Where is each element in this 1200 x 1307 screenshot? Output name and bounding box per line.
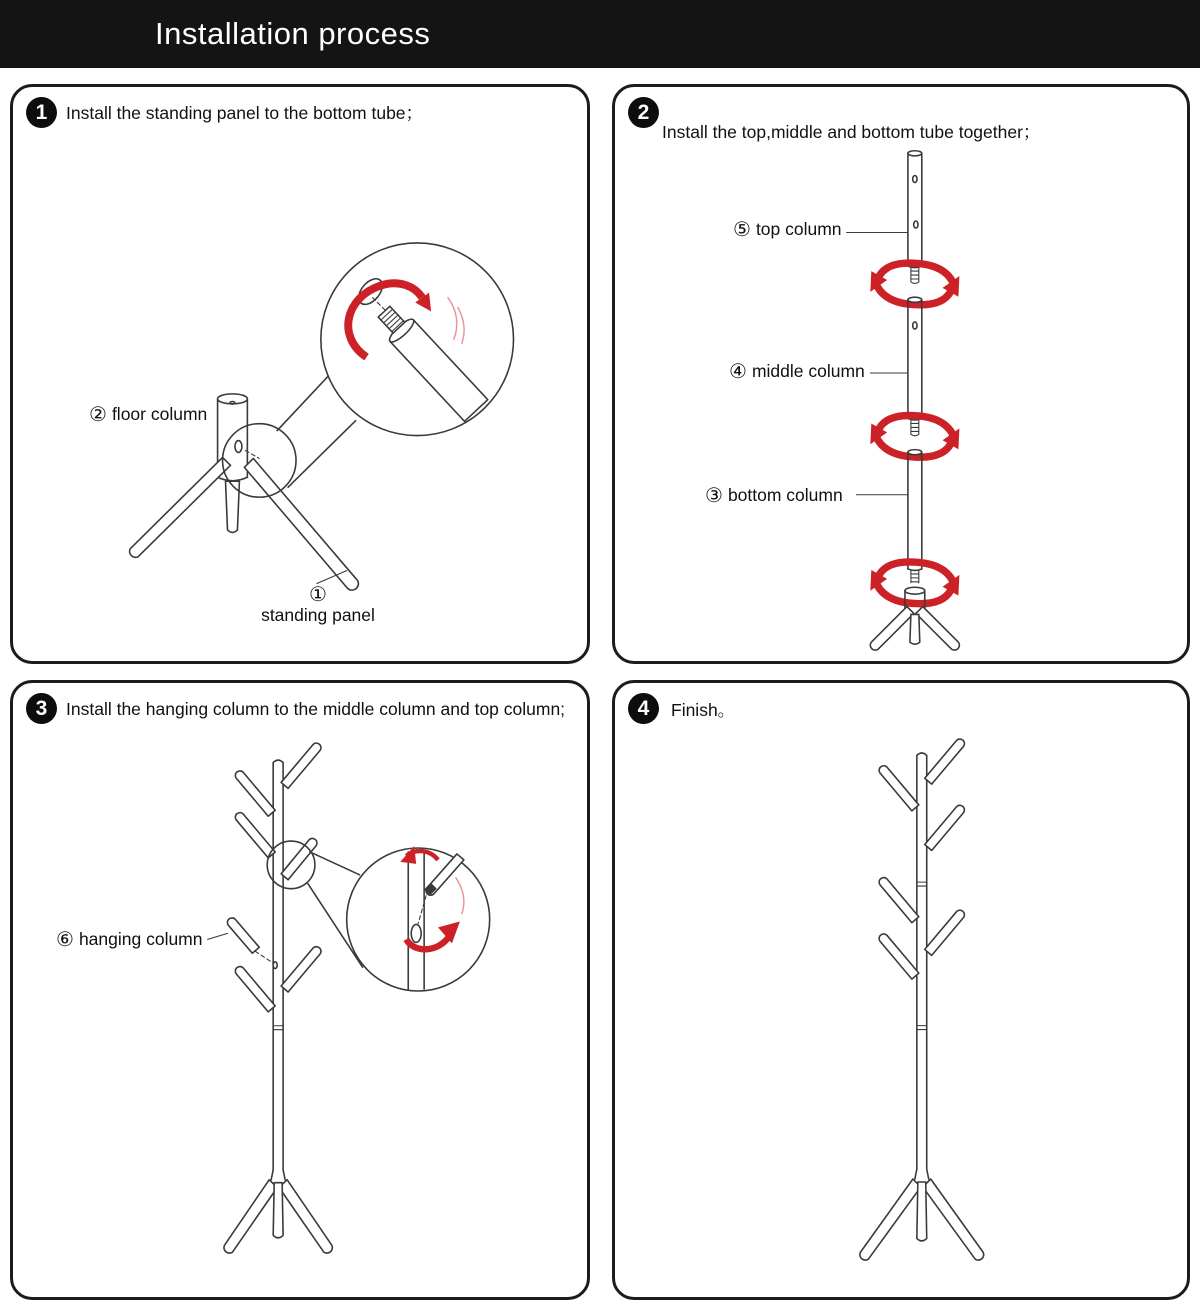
step-3-panel [10,680,590,1300]
step-3-badge: 3 [26,693,57,724]
zoom-detail-bubble [321,243,514,436]
circled-number: ③ [705,484,723,507]
step-1-diagram [13,87,587,661]
label-text: standing panel [261,605,375,625]
label-text: hanging column [78,929,203,949]
label-text: top column [755,219,842,239]
step-3-instruction: Install the hanging column to the middle column and top column; [66,699,566,719]
step-4-diagram [615,683,1187,1297]
step-2-panel [612,84,1190,664]
coat-rack-pole [917,753,927,1169]
bottom-column-label [705,485,843,506]
base-drawing [860,1169,984,1260]
circled-number: ② [89,403,107,426]
steps-grid [10,84,1190,1300]
hanging-branches [879,739,964,979]
floor-column-label [89,404,207,425]
zoom-detail-bubble [347,846,490,991]
step-2-badge: 2 [628,97,659,128]
step-2-diagram [615,87,1187,661]
step-4-badge: 4 [628,693,659,724]
step-3-diagram [13,683,587,1297]
page-title: Installation process [155,16,431,51]
circled-number: ⑤ [733,218,751,241]
hanging-branches [235,743,321,1012]
standing-panel-label [253,585,383,625]
hanging-column-label [56,929,203,950]
label-leader-line [208,933,228,939]
circled-number: ⑥ [56,928,74,951]
circled-number: ④ [729,360,747,383]
step-4-instruction: Finish。 [671,700,736,720]
hanging-column-part [227,918,277,969]
top-column-label [733,219,842,240]
label-text: bottom column [727,485,843,505]
coat-rack-pole [273,760,283,1170]
step-4-panel [612,680,1190,1300]
base-drawing [224,1170,332,1253]
header [0,0,1200,68]
step-1-badge: 1 [26,97,57,128]
middle-column-label [729,361,865,382]
step-1-panel [10,84,590,664]
standing-panel-drawing [244,458,358,590]
step-1-instruction: Install the standing panel to the bottom tube； [66,103,424,123]
step-2-instruction: Install the top,middle and bottom tube together； [662,122,1041,142]
label-text: floor column [111,404,208,424]
circled-number: ① [309,584,327,606]
label-text: middle column [751,361,865,381]
joint-highlight-circle [223,424,296,497]
